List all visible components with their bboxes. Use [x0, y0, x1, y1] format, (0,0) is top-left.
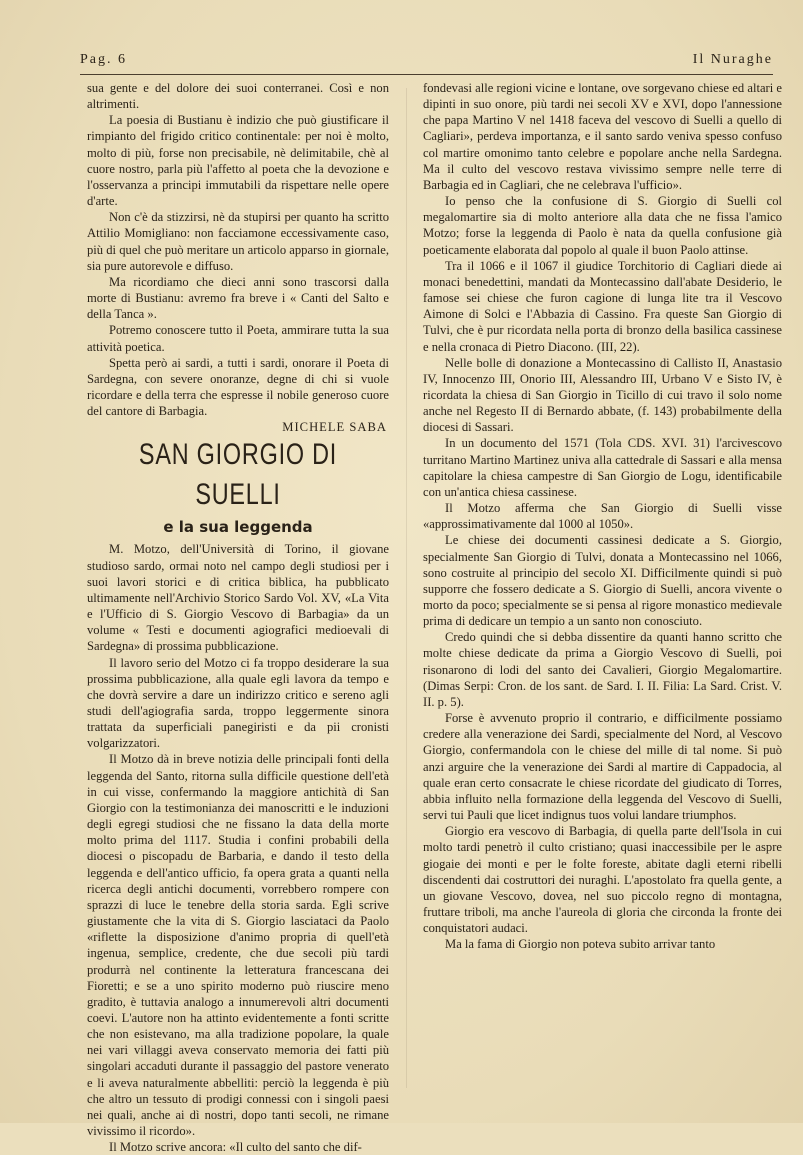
paragraph: Ma la fama di Giorgio non poteva subito arrivar tanto	[445, 937, 716, 952]
paragraph: sua gente e del dolore dei suoi conterranei. Così e non altrimenti.	[87, 81, 389, 112]
paragraph: Io penso che la confusione di S. Giorgio di Suelli col megalomartire sia di molto anteriore alla data che ne fissa l'amico Motzo; forse la leggenda di Paolo è nata da quella confusione già poeticamente elaborata dal popolo al quale il buon Paolo attinse.	[423, 194, 782, 257]
paragraph: Spetta però ai sardi, a tutti i sardi, onorare il Poeta di Sardegna, con severe onoranze, degne di chi si vuole ricordare e della terra che espresse il nobile generoso cuore del cantore di Barbagia.	[87, 355, 389, 419]
paragraph: Il Motzo afferma che San Giorgio di Suelli visse «approssimativamente dal 1000 al 1050».	[423, 501, 782, 532]
right-column	[423, 80, 782, 952]
paragraph: Potremo conoscere tutto il Poeta, ammirare tutta la sua attività poetica.	[87, 323, 389, 354]
paragraph: Il Motzo dà in breve notizia delle principali fonti della leggenda del Santo, ritorna sulla difficile questione dell'età in cui visse, confermando la maggiore antichità di San Giorgio con la testimonianza dei manoscritti e le induzioni degli egregi studiosi che ne fissano la data della morte molto prima del 1117. Studia i confini probabili della diocesi o piscopadu de Barbaria, e dando il testo della leggenda e dell'antico ufficio, fa opera grata a quanti nella ricerca degli antichi documenti, vorrebbero rompere con sprazzi di luce le tenebre della storia sarda. Egli scrive giustamente che la vita di S. Giorgio lasciataci da Paolo «riflette la disposizione d'animo propria di quell'età ingenua, semplice, credente, che due secoli più tardi produrrà nel continente la letteratura francescana dei Fioretti; e se a uno spirito moderno può riuscire meno gradito, è tuttavia analogo a innumerevoli altri documenti coevi. L'autore non ha attinto evidentemente a fonti scritte che non esistevano, ma alla tradizione popolare, la quale nei vari villaggi aveva conservato memoria dei fatti più singolari accaduti durante il passaggio del pastore venerato e li aveva naturalmente abbelliti: perciò la leggenda è più che altro un tessuto di prodigi connessi con i singoli paesi nei quali, anche ai dì nostri, dopo tanti secoli, ne rimane vivissimo il ricordo».	[87, 752, 389, 1139]
paragraph: M. Motzo, dell'Università di Torino, il giovane studioso sardo, ormai noto nel campo degli studiosi per i suoi lavori storici e di critica biblica, ha pubblicato ultimamente nell'Archivio Storico Sardo Vol. XV, «La Vita e l'Ufficio di S. Giorgio Vescovo di Barbagia» da un volume « Testi e documenti agiografici medioevali di Sardegna» di prossima pubblicazione.	[87, 542, 389, 654]
author-signature: MICHELE SABA	[282, 420, 387, 435]
paragraph: Le chiese dei documenti cassinesi dedicate a S. Giorgio, specialmente San Giorgio di Tulvi, donata a Montecassino nel 1066, sono costruite al principio del secolo XI. Difficilmente quindi si può supporre che fossero dedicate a S. Giorgio di Suelli, ancora vivente o morto da poco; specialmente se si pensa al rigore monastico medievale prima di dedicare un tempio a un santo non conosciuto.	[423, 533, 782, 629]
paragraph: In un documento del 1571 (Tola CDS. XVI. 31) l'arcivescovo turritano Martino Martinez univa alla cattedrale di Sassari e alla mensa capitolare la chiesa campestre di San Giorgio de Logu, identificabile con un'antica chiesa cassinese.	[423, 436, 782, 499]
paragraph: Tra il 1066 e il 1067 il giudice Torchitorio di Cagliari diede ai monaci benedettini, mandati da Montecassino dall'abate Desiderio, le famose sei chiese che furon cagione di lunga lite tra il Vescovo Aimone di Solci e l'Abbazia di Cassino. Fra queste San Giorgio di Tulvi, che è pur ricordata nella porta di bronzo della basilica cassinese e nella cronaca di Pietro Diacono. (III, 22).	[423, 258, 782, 354]
article-title: SAN GIORGIO DI SUELLI	[138, 438, 338, 512]
paragraph: fondevasi alle regioni vicine e lontane, ove sorgevano chiese ed altari e dipinti in suo onore, più tardi nei secoli XV e XVI, dopo l'annessione che papa Martino V nel 1418 faceva del vescovo di Suelli a quello di Cagliari», perdeva importanza, e il santo sardo veniva spesso confuso col martire omonimo tanto celebre e popolare anche nella Sardegna. Ma il culto del vescovo restava vivissimo sempre nelle terre di Barbagia ed in Cagliari, che ne celebrava l'ufficio».	[423, 81, 782, 192]
paragraph: Il lavoro serio del Motzo ci fa troppo desiderare la sua prossima pubblicazione, alla quale egli lavora da tempo e che dovrà servire a dare un indirizzo critico e sereno agli studi dell'agiografia sarda, troppo leggermente sinora trattata da superficiali panegiristi e da pii cronisti volgarizzatori.	[87, 655, 389, 751]
page-header	[80, 52, 773, 74]
article-subtitle: e la sua leggenda	[163, 518, 313, 537]
paragraph: Ma ricordiamo che dieci anni sono trascorsi dalla morte di Bustianu: avremo fra breve i « Canti del Salto e della Tanca ».	[87, 274, 389, 322]
paragraph: Giorgio era vescovo di Barbagia, di quella parte dell'Isola in cui molto tardi penetrò il culto cristiano; quasi inaccessibile per le aspre giogaie dei monti e per le folte foreste, abitate dagli eterni ribelli discendenti dai costruttori dei nuraghi. L'apostolato fra quella gente, a un giovane Vescovo, dovea, nel suo piccolo regno di montagna, fruttare triboli, ma anche l'aureola di gloria che circonda la fronte dei conquistatori audaci.	[423, 824, 782, 936]
paragraph: Credo quindi che si debba dissentire da quanti hanno scritto che molte chiese dedicate da prima a Giorgio Vescovo di Suelli, poi risonarono di lodi del santo dei Cavalieri, Giorgio Megalomartire. (Dimas Serpi: Cron. de los sant. de Sard. I. II. Filia: La Sard. Crist. V. II. p. 5).	[423, 630, 782, 709]
paragraph: Nelle bolle di donazione a Montecassino di Callisto II, Anastasio IV, Innocenzo III, Onorio III, Alessandro III, Urbano V e Sisto IV, è ricordata la chiesa di San Giorgio in Ticillo di cui travo il solo nome anche nel Regesto II di Bernardo abbate, (f. 143) probabilmente della diocesi di Sassari.	[423, 355, 782, 435]
page-number: Pag. 6	[80, 52, 127, 67]
journal-name: Il Nuraghe	[692, 52, 773, 67]
column-gutter	[406, 88, 407, 1088]
paragraph: Non c'è da stizzirsi, nè da stupirsi per quanto ha scritto Attilio Momigliano: non facciamone eccessivamente caso, più di quel che può meritare un articolo apparso in giornale, sia pure autorevole e diffuso.	[87, 210, 389, 273]
left-column	[87, 80, 389, 1155]
paragraph: La poesia di Bustianu è indizio che può giustificare il rimpianto del frigido critico continentale: per noi è molto, molto di più, forse non precisabile, nè delimitabile, chè al cuore nostro, parla più l'affetto al poeta che la devozione e l'osservanza a principi immutabili da rispettare nelle opere d'arte.	[87, 113, 389, 209]
header-rule	[80, 74, 773, 75]
paragraph: Forse è avvenuto proprio il contrario, e difficilmente possiamo credere alla venerazione dei Sardi, specialmente del Nord, al Vescovo Giorgio, confermandola con le chiese del mille di tal nome. Si può anzi arguire che la venerazione dei Sardi al martire di Cappadocia, al quale eran certo consacrate le chiese ricordate del giudicato di Torres, abbia influito nella formazione della leggenda del Vescovo di Suelli, servi tui Pauli que licet indignus tuos volui landare triumphos.	[423, 711, 782, 823]
paragraph: Il Motzo scrive ancora: «Il culto del santo che dif-	[109, 1140, 362, 1155]
